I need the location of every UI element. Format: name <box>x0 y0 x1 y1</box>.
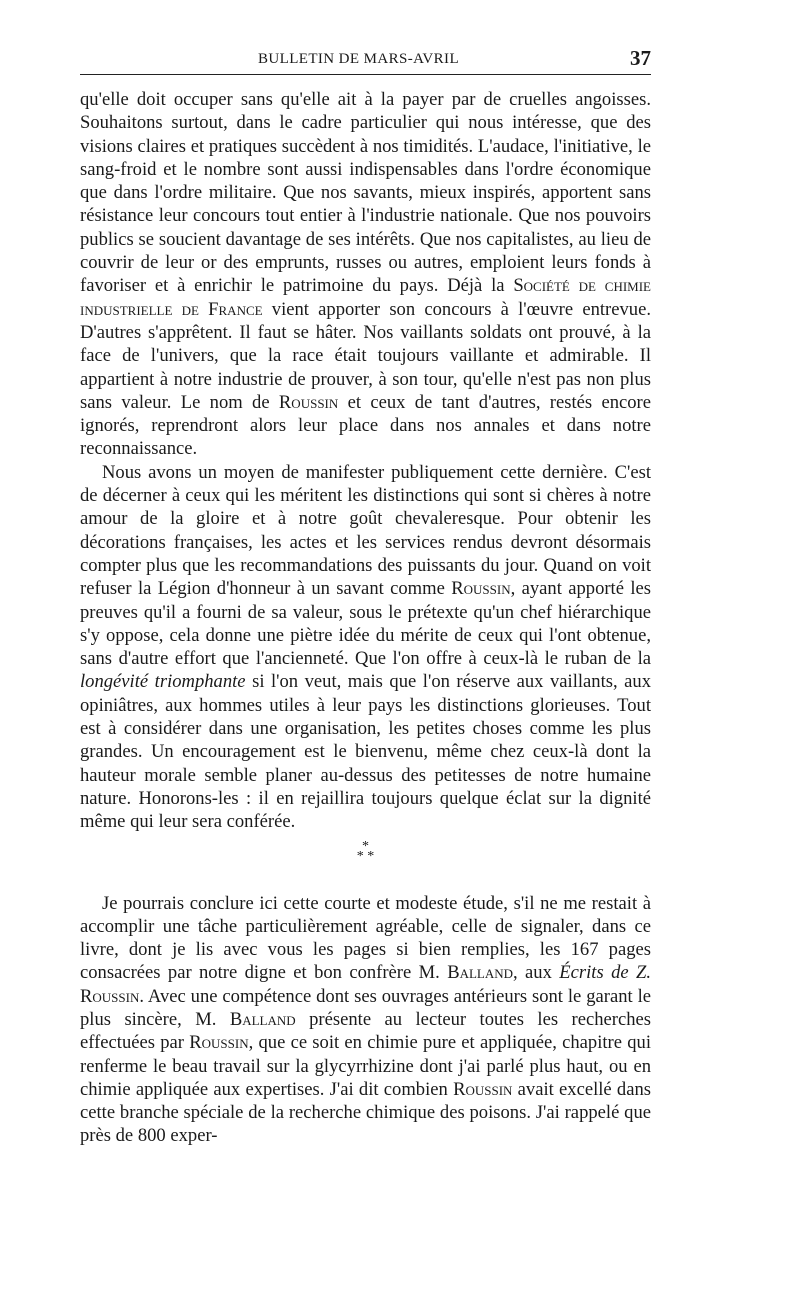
text-run: et ceux de tant d'autres, restés encore ignorés, reprendront alors leur place dans nos annales et dans notre reconnaissance. <box>80 391 652 460</box>
text-run: présente au lecteur toutes les recherches effectuées par <box>80 1008 651 1054</box>
running-head: BULLETIN DE MARS-AVRIL <box>258 51 460 67</box>
text-run: , ayant apporté les preuves qu'il a fourni de sa valeur, sous le prétexte qu'un chef hiérarchique s'y oppose, cela donne une piètre idée du mérite de ceux qui l'ont obtenue, sans d'autre effort que l'ancienneté. Que l'on offre à ceux-là le ruban de la <box>80 578 651 670</box>
text-run: vient apporter son concours à l'œuvre entrevue. D'autres s'apprêtent. Il faut se hâter. Nos vaillants soldats ont prouvé, à la face de l'univers, que la race était toujours vaillante et admirable. Il appartient à notre industrie de prouver, à son tour, qu'elle n'est pas non plus sans valeur. Le nom de <box>80 298 651 413</box>
body-text <box>80 88 651 1148</box>
name-balland: Balland <box>229 1008 296 1030</box>
page-number: 37 <box>630 46 651 70</box>
text-run: Nous avons un moyen de manifester publiquement cette dernière. C'est de décerner à ceux qui les méritent les distinctions qui sont si chères à notre amour de la gloire et à notre goût chevaleresque. Pour obtenir les décorations françaises, les actes et les services rendus devront désormais compter plus que les recommandations des puissants du jour. Quand on voit refuser la Légion d'honneur à un savant comme <box>80 461 651 600</box>
name-roussin: Roussin <box>453 1078 513 1100</box>
asterism <box>80 834 651 892</box>
society-name: Société de chimie industrielle de France <box>80 275 651 320</box>
book-title: Écrits de Z. <box>559 962 651 984</box>
name-roussin: Roussin <box>278 391 339 413</box>
paragraph-3 <box>80 892 651 1148</box>
paragraph-2 <box>80 461 651 834</box>
name-roussin: Roussin <box>451 578 511 600</box>
name-roussin: Roussin <box>189 1032 249 1054</box>
text-run: qu'elle doit occuper sans qu'elle ait à la payer par de cruelles angoisses. Souhaitons surtout, dans le cadre particulier qui nous intéresse, que des visions claires et pratiques succèdent à nos timidités. L'audace, l'initiative, le sang-froid et le nombre sont aussi indispensables dans l'ordre économique que dans l'ordre militaire. Que nos savants, mieux inspirés, apportent sans résistance leur concours tout entier à l'industrie nationale. Que nos pouvoirs publics se soucient davantage de ses intérêts. Que nos capitalistes, au lieu de couvrir de leur or des emprunts, russes ou autres, emploient leurs fonds à favoriser et à enrichir le patrimoine du pays. Déjà la <box>80 89 651 297</box>
text-run: , que ce soit en chimie pure et appliquée, chapitre qui renferme le beau travail sur la glycyrrhizine dont j'ai parlé plus haut, ou en chimie appliquée aux expertises. J'ai dit combien <box>80 1032 651 1100</box>
name-roussin: Roussin <box>80 985 140 1007</box>
text-run: avait excellé dans cette branche spéciale de la recherche chimique des poisons. J'ai rappelé que près de 800 exper- <box>80 1078 651 1147</box>
asterism-glyph: * * * <box>356 838 375 864</box>
paragraph-1 <box>80 88 651 461</box>
name-balland: Balland <box>447 962 514 984</box>
italic-phrase: longévité triomphante <box>80 671 246 693</box>
text-run: si l'on veut, mais que l'on réserve aux vaillants, aux opiniâtres, aux hommes utiles à leur pays les distinctions glorieuses. Tout est à considérer dans une organisation, les petites choses comme les plus grandes. Un encouragement est le bienvenu, même chez ceux-là dont la hauteur morale semble planer au-dessus des petitesses de notre humaine nature. Honorons-les : il en rejaillira toujours quelque éclat sur la dignité même qui leur sera conférée. <box>80 671 651 833</box>
text-run: , aux <box>513 962 560 984</box>
text-run: Je pourrais conclure ici cette courte et modeste étude, s'il ne me restait à accomplir une tâche particulièrement agréable, celle de signaler, dans ce livre, dont je lis avec vous les pages si bien remplies, les 167 pages consacrées par notre digne et bon confrère M. <box>80 892 651 984</box>
text-run: . Avec une compétence dont ses ouvrages antérieurs sont le garant le plus sincère, M. <box>80 985 651 1030</box>
page-header <box>80 48 651 75</box>
